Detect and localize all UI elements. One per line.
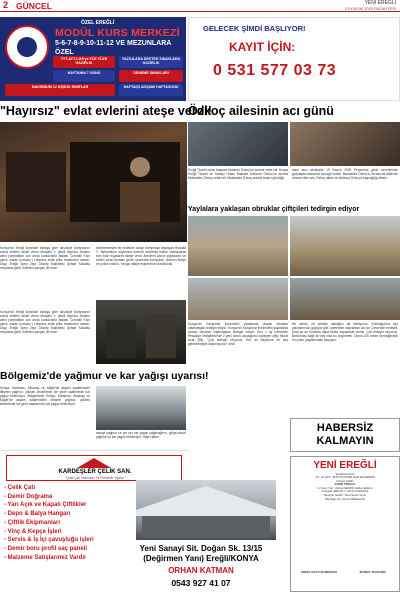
habersiz-line2: KALMAYIN (316, 435, 374, 447)
imprint-foot-right: İRTİBAT TELEFONU (359, 570, 387, 574)
imprint-line: Neşriyat Sahibi: Yerel Süreli Yayın (323, 493, 367, 498)
kardesler-phone: 0543 927 41 07 (171, 578, 231, 588)
story1-col: bedirlenmeyen bir nededen dolayı tartışmaya başlayan Mustafa Y, Tartışmanın büyümesi üzerine sinirlenip hakim olamayarak evin bazı eşyalarını ateşe verdi. Alevlerin yanlın çığlıklarını ve evden çıkan dumanı gören çevredeki komşuları, durumu itfaiye ve polise bildirdi. Yangın itfaiye ekiplerince söndürüldü. (96, 246, 186, 266)
service-item: - Çiftlik Ekipmanları (4, 519, 61, 526)
kurs-chip: HAFTAİÇİ AKŞAM/ HAFTASONU (119, 84, 183, 96)
story3-photo-1 (188, 216, 288, 276)
story2-col: Ereğli Ticaret odası başkanı Mahmut Özkoç'un annesi vefat etti. Konya Ereğli Ticaret ve Sanayi Odası Başkanı Mahmut Özkoç'un annesi Mukaddes Özkoç vefat etti. Mukaddes Özkoç annesi tedavi gördüğü (188, 168, 288, 180)
section-title: GÜNCEL (16, 1, 52, 11)
story3-photo-4 (290, 278, 400, 320)
kurs-chip: HAFTANIN 7 GÜNÜ (53, 70, 115, 82)
story4-photo (96, 386, 186, 430)
kardesler-name: KARDEŞLER ÇELİK SAN. (58, 469, 132, 475)
kurs-chip: DENEME SINAVLARI (119, 70, 183, 82)
kardesler-tag: Çelik Çatı Sistemleri Ve Prefabrik Yapılar (66, 476, 124, 480)
story1-photo (0, 122, 187, 242)
story2-headline: Özkoç ailesinin acı günü (188, 104, 334, 118)
story3-photo-2 (290, 216, 400, 276)
page-number: 2 (3, 0, 9, 10)
story1-col: Konya'nın Ereğli ilçesinde iddiaya göre alkolüyle tartışmanın sonra evlerini ateşe veren Mustafa Y. (kimli hayırsız evladın alevi yanmaktan son anda kurtulurken babası Cumhali Y.ise yanık olarak kurtuldu.) Hayırsız evlat polis tarafından arandı. Olay, Ereğli İlçesi Ziya Gökalp Mahallesi Şefkat Sokakta meydana geldi. Edinilen yangını ile evde (0, 246, 90, 270)
kardesler-roof-icon (77, 458, 111, 468)
imprint-line: AYDIN ATMACA (334, 482, 356, 487)
imprint-year: YIL: 12 SAYI: 3679 23 KASIM 2020 PAZARTESİ (314, 475, 375, 480)
kardesler-owner: ORHAN KATMAN (168, 566, 234, 575)
kayit-label: KAYIT İÇİN: (229, 40, 296, 54)
habersiz-line1: HABERSİZ (316, 422, 374, 434)
kardesler-services (4, 484, 94, 562)
service-item: - Çelik Çatı (4, 485, 36, 491)
story2-photo-1 (188, 122, 288, 166)
service-item: - Yarı Açık ve Kapalı Çiftlikler (4, 502, 87, 509)
story4-col: Konya, Karaman, Aksaray ve Niğde'de akşam saatlerinden itibaren yağmur, yüksek kesimlerde ise gece saatlerinde kar yağışı bekleniyor. Bölgemizde Konya, Karaman, Aksaray ve Niğde'de akşam saatlerinden itibaren yağmur, yüksek kesimlerde ise gece saatlerinde kar yağışı bekleniyor. (0, 386, 90, 406)
imprint-title: YENİ EREĞLİ (313, 460, 377, 471)
kurs-logo (5, 25, 49, 69)
kardesler-photo (136, 480, 276, 540)
story1-headline: "Hayırsız" evlat evlerini ateşe verdi! (0, 104, 212, 118)
story4-caption: sanayi yağmur ve yer yer kar yağışı yağacağının, gökyüzünün yağmur ve kar yağışı bekleniyor. Hata Haber (96, 431, 186, 439)
story1-col-cont: Konya'nın Ereğli ilçesinde iddiaya göre alkolüyle tartışmanın sonra evlerini ateşe veren Mustafa Y. (kimli hayırsız evladın alevi yanmaktan son anda kurtulurken babası Cumhali Y.ise yanık olarak kurtuldu.) Hayırsız evlat polis tarafından arandı. Olay, Ereğli İlçesi Ziya Gökalp Mahallesi Şefkat Sokakta meydana geldi. Edinilen yangını ile evde (0, 310, 90, 334)
story3-photo-3 (188, 278, 288, 320)
story3-col: Ne olmalı, ne şekilde olacağını da bilmiyoruz. Korktuğumuz için yakınlarımızı göçüyor gibi. İşletmede hayvanları da var. Çevreden endişeli. Ama şu an bunlarla daha tedbir kapsamda olmalı. Çok tedirgin oluyoruz. Buna başı bağlı bir şey olsa bu öngörmek. Obruk 200 metre derinliğindeki bu çukur yaylamızdan oluşuyor. (292, 322, 398, 342)
imprint-line: G.Yayın Yön.: Ahmet KESKİN Haber Editörü (317, 485, 373, 490)
kurs-chip: MAKSİMUM 12 KİŞİLİK SINIFLAR (5, 84, 115, 96)
imprint-box (290, 456, 400, 592)
service-item: - Servis & İş İçi çavuşluğu işleri (4, 537, 94, 544)
imprint-foot-left: EREĞLİ KÜLTÜR MERKEZİ (301, 570, 337, 574)
story1-photo-2 (96, 300, 186, 364)
kurs-chip: YAZILILARA DESTEK SINAVLARA HAZIRLIK (119, 56, 183, 68)
service-item: - Malzeme Satışlarımız Vardır (4, 554, 87, 561)
kayit-slogan: GELECEK ŞİMDİ BAŞLIYOR! (203, 24, 306, 33)
story3-col: Konya'nın Karapınar ilçesindeki yaylalarda oluşan obruklar vatandaşları tedirgin ediyor. Konya'nın Karapınar ilçesindeki yaylalarda oluşan obruklar vatandaşları tedirgin ediyor. Son 1 ay içerisinde Reşadiye Mahallesi'nde 2 yeni obruk oluştuğunu söyleyen çiftçi Murat Acar (58), "Çok tedirgin oluyoruz. Her an başımıza bir şey gelebileceğini düşünüyoruz" dedi. (188, 322, 288, 346)
imprint-line: Basıldığı Yer: Demir Matbaacılık (325, 496, 365, 501)
kurs-chip: TYT-AYT-LGS'ye YÜZ YÜZE HAZIRLIK (53, 56, 115, 68)
service-item: - Demir boru profil saç paneli (4, 545, 88, 552)
story2-photo-2 (290, 122, 400, 166)
page-header (0, 0, 400, 12)
habersiz-box (290, 418, 400, 452)
story3-headline: Yaylalara yaklaşan obruklar çiftçileri tedirgin ediyor (188, 206, 360, 213)
story4-headline: Bölgemiz'de yağmur ve kar yağışı uyarısı! (0, 370, 209, 382)
paper-name: YENİ EREĞLİ (364, 0, 396, 6)
kurs-top: ÖZEL EREĞLİ (81, 20, 115, 26)
imprint-motto: "Ereğli'nin Sesi" (335, 471, 355, 476)
imprint-line: Fotoğraf: ERKAN Y. Cihan KARAKAŞ (321, 489, 369, 494)
issue-date: 23 KASIM 2020 PAZARTESİ (345, 6, 396, 11)
kardesler-logo-box (6, 455, 182, 481)
kurs-title: MODÜL KURS MERKEZİ (55, 27, 180, 39)
ad-modul-kurs[interactable] (0, 17, 186, 101)
ad-kayit[interactable] (188, 17, 400, 101)
service-item: - Vinç & Kepçe İşleri (4, 528, 62, 535)
kayit-phone: 0 531 577 03 73 (213, 62, 337, 79)
kurs-grades: 5-6-7-8-9-10-11-12 VE MEZUNLARA ÖZEL (55, 40, 172, 56)
service-item: - Depo & Balya Hangarı (4, 511, 71, 518)
story2-col: mazı ancı akrabalar 19 Kasım 2020 Perşembe günü sevenlerinin gözyaşları arasında toprağa verildi. Mukaddes Özkoç'a, tevazu'da Allah'tan rahmet diler sırrı Özkoç ailesi ve Mahmut Özkoç'a başsağlığı dileriz. (292, 168, 398, 180)
imprint-line: İmtiyaz Sahibi (336, 478, 354, 483)
kardesler-address-2: (Değirmen Yanı) Ereğli/KONYA (143, 554, 259, 563)
kardesler-address-1: Yeni Sanayi Sit. Doğan Sk. 13/15 (139, 544, 263, 553)
service-item: - Demir Doğrama (4, 493, 53, 500)
